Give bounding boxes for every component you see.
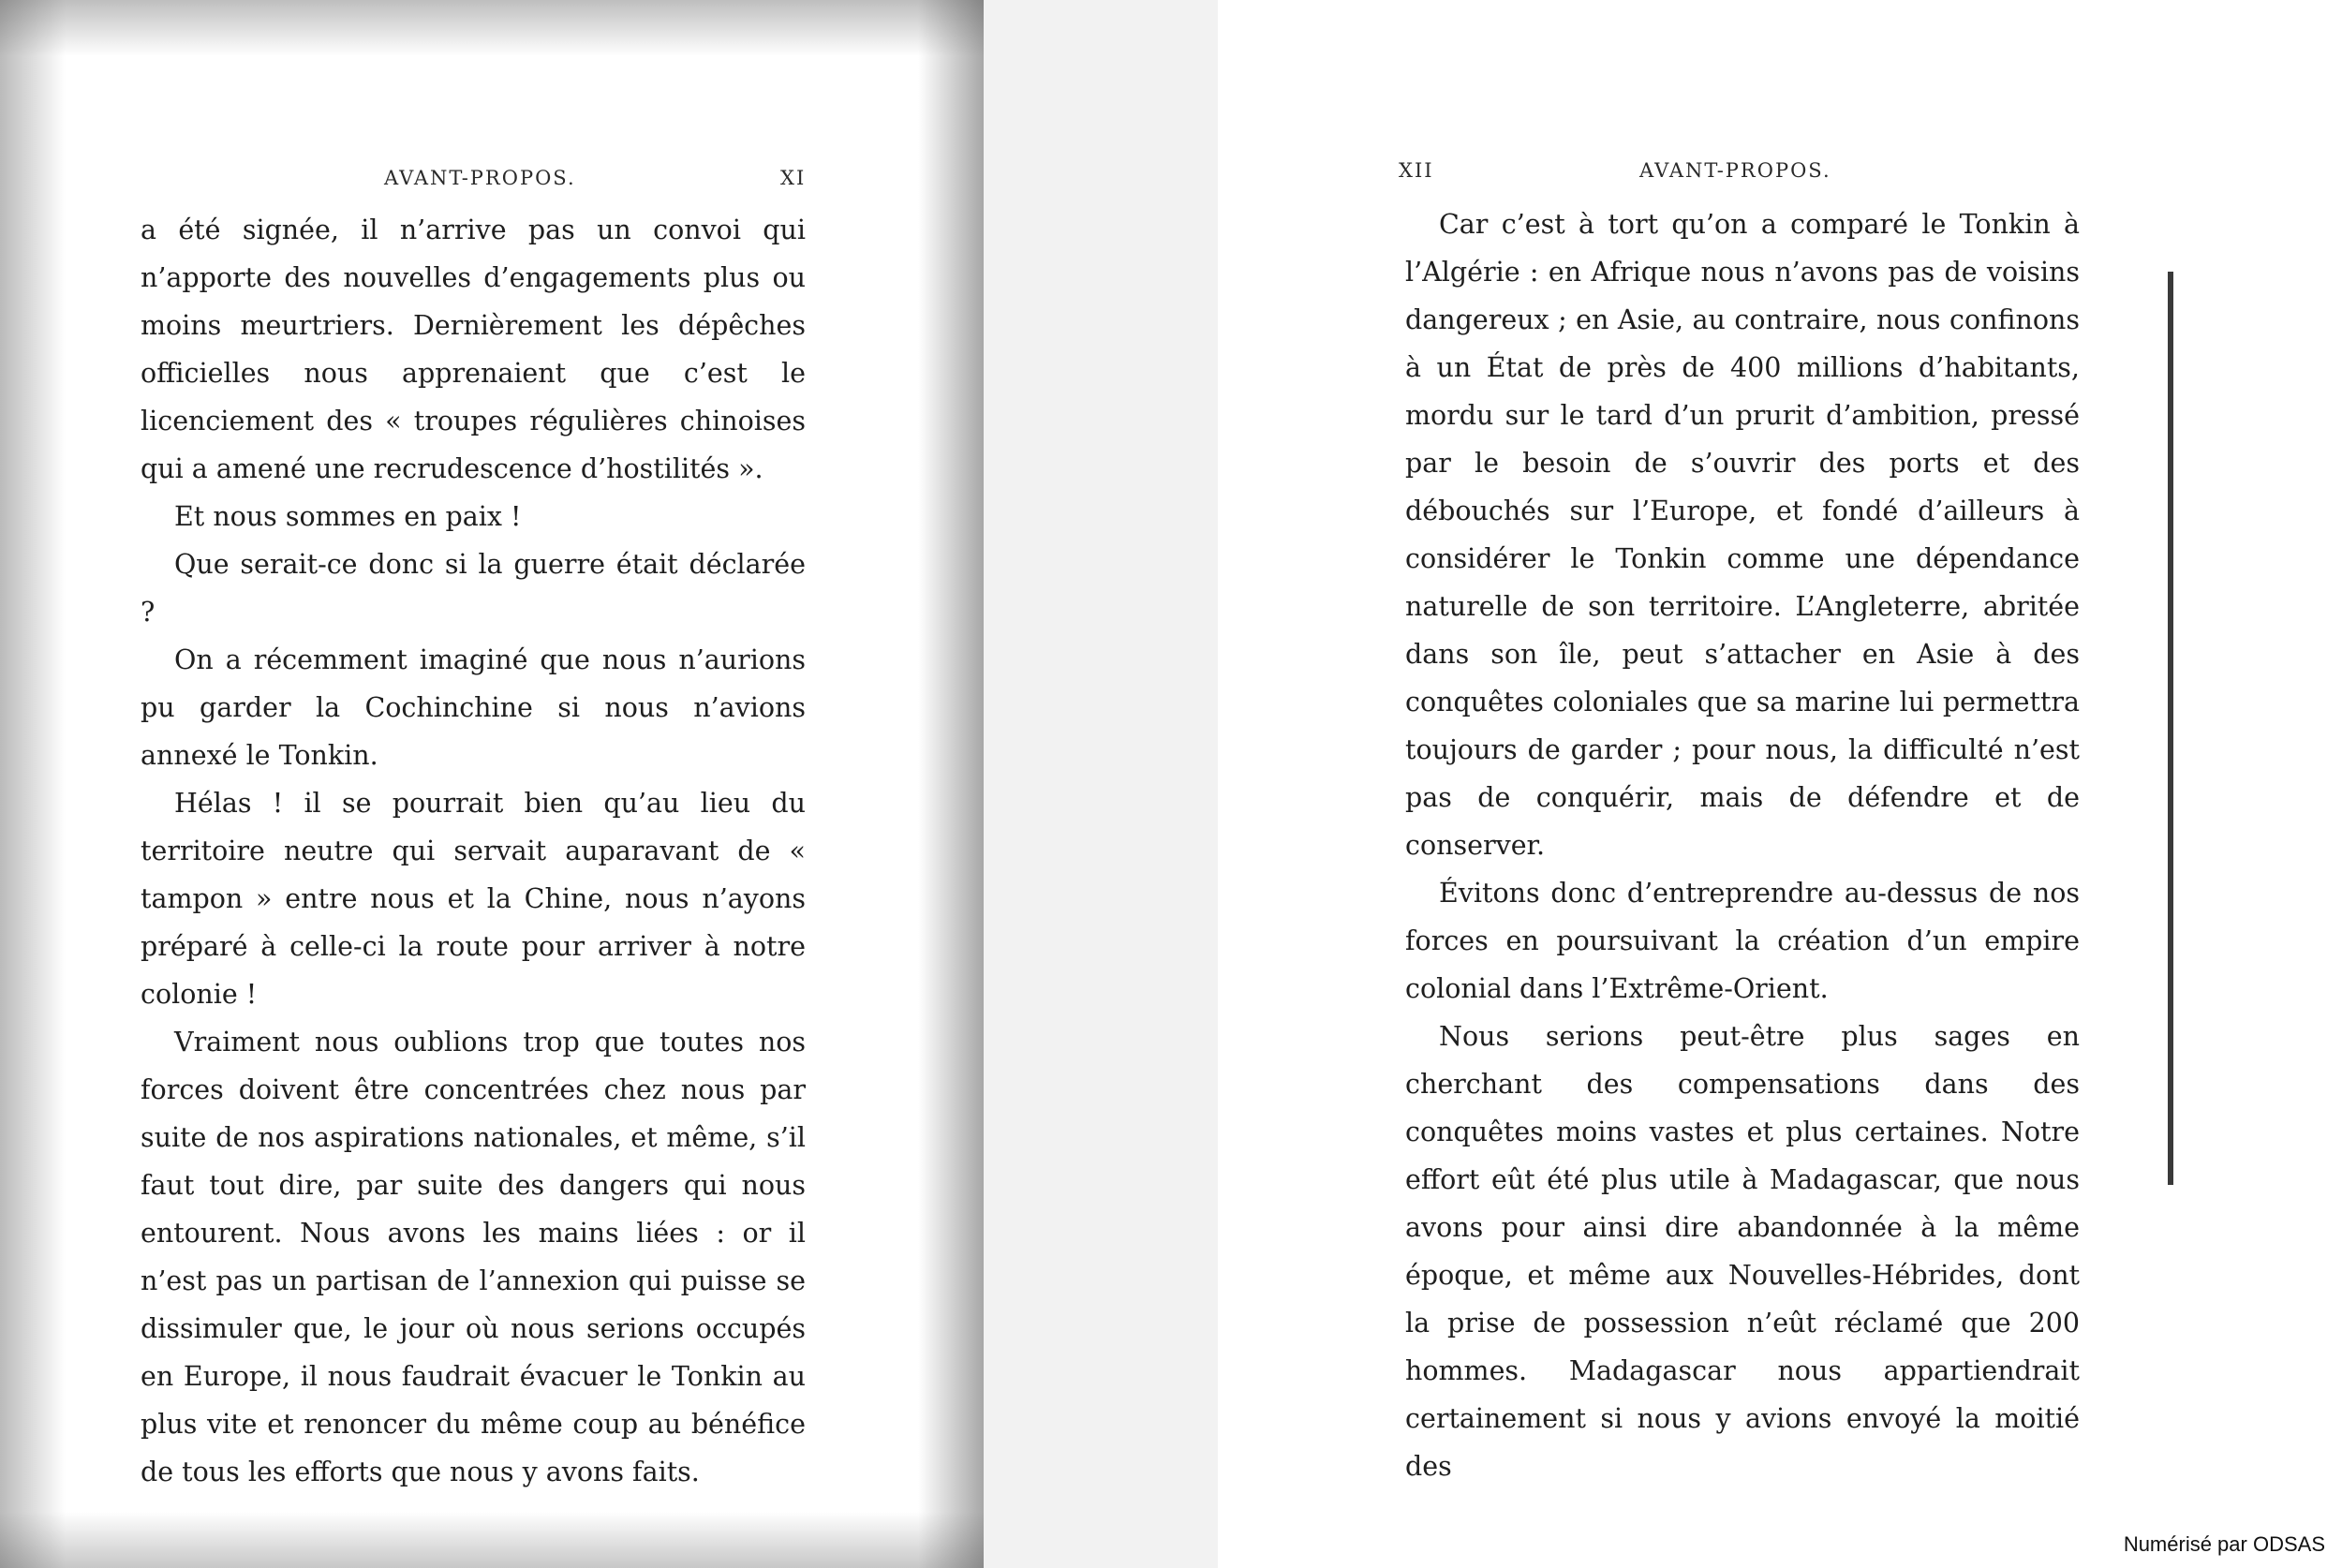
left-page — [0, 0, 984, 1568]
paragraph: Que serait-ce donc si la guerre était déclarée ? — [141, 549, 806, 628]
scan-edge-line — [2168, 272, 2173, 1185]
page-number: XI — [780, 167, 807, 189]
running-title: AVANT-PROPOS. — [384, 167, 576, 189]
book-gutter — [984, 0, 1218, 1568]
paragraph: On a récemment imaginé que nous n’aurions pu garder la Cochinchine si nous n’avions annexé le Tonkin. — [141, 644, 806, 771]
paragraph: Nous serions peut-être plus sages en cherchant des compensations dans des conquêtes moins vastes et plus certaines. Notre effort eût été plus utile à Madagascar, que nous avons pour ainsi dire abandonnée à la même époque, et même aux Nouvelles-Hébrides, dont la prise de possession n’eût réclamé que 200 hommes. Madagascar nous appartiendrait certainement si nous y avions envoyé la moitié des — [1405, 1021, 2080, 1482]
body-text — [1405, 200, 2080, 1490]
paragraph: Hélas ! il se pourrait bien qu’au lieu du territoire neutre qui servait auparavant de « tampon » entre nous et la Chine, nous n’ayons préparé à celle-ci la route pour arriver à notre colonie ! — [141, 788, 806, 1010]
page-edge-shadow — [0, 0, 984, 56]
paragraph: Et nous sommes en paix ! — [174, 501, 522, 532]
page-edge-shadow — [0, 0, 66, 1568]
body-text — [141, 206, 806, 1496]
page-edge-shadow — [918, 0, 984, 1568]
paragraph: Évitons donc d’entreprendre au-dessus de nos forces en poursuivant la création d’un empire colonial dans l’Extrême-Orient. — [1405, 878, 2080, 1004]
digitization-credit: Numérisé par ODSAS — [2123, 1532, 2325, 1556]
paragraph: Car c’est à tort qu’on a comparé le Tonkin à l’Algérie : en Afrique nous n’avons pas de voisins dangereux ; en Asie, au contraire, nous confinons à un État de près de 400 millions d’habitants, mordu sur le tard d’un prurit d’ambition, pressé par le besoin de s’ouvrir des ports et des débouchés sur l’Europe, et fondé d’ailleurs à considérer le Tonkin comme une dépendance naturelle de son territoire. L’Angleterre, abritée dans son île, peut s’attacher en Asie à des conquêtes coloniales que sa marine lui permettra toujours de garder ; pour nous, la difficulté n’est pas de conquérir, mais de défendre et de conserver. — [1405, 209, 2080, 861]
paragraph: Vraiment nous oublions trop que toutes nos forces doivent être concentrées chez nous par suite de nos aspirations nationales, et même, s’il faut tout dire, par suite des dangers qui nous entourent. Nous avons les mains liées : or il n’est pas un partisan de l’annexion qui puisse se dissimuler que, le jour où nous serions occupés en Europe, il nous faudrait évacuer le Tonkin au plus vite et renoncer du même coup au bénéfice de tous les efforts que nous y avons faits. — [141, 1027, 806, 1487]
running-title: AVANT-PROPOS. — [1639, 159, 1831, 182]
page-number: XII — [1399, 159, 1434, 182]
page-edge-shadow — [0, 1512, 984, 1568]
paragraph: a été signée, il n’arrive pas un convoi qui n’apporte des nouvelles d’engagements plus ou moins meurtriers. Dernièrement les dépêches officielles nous apprenaient que c’est le licenciement des « troupes régulières chinoises qui a amené une recrudescence d’hostilités ». — [141, 214, 806, 484]
